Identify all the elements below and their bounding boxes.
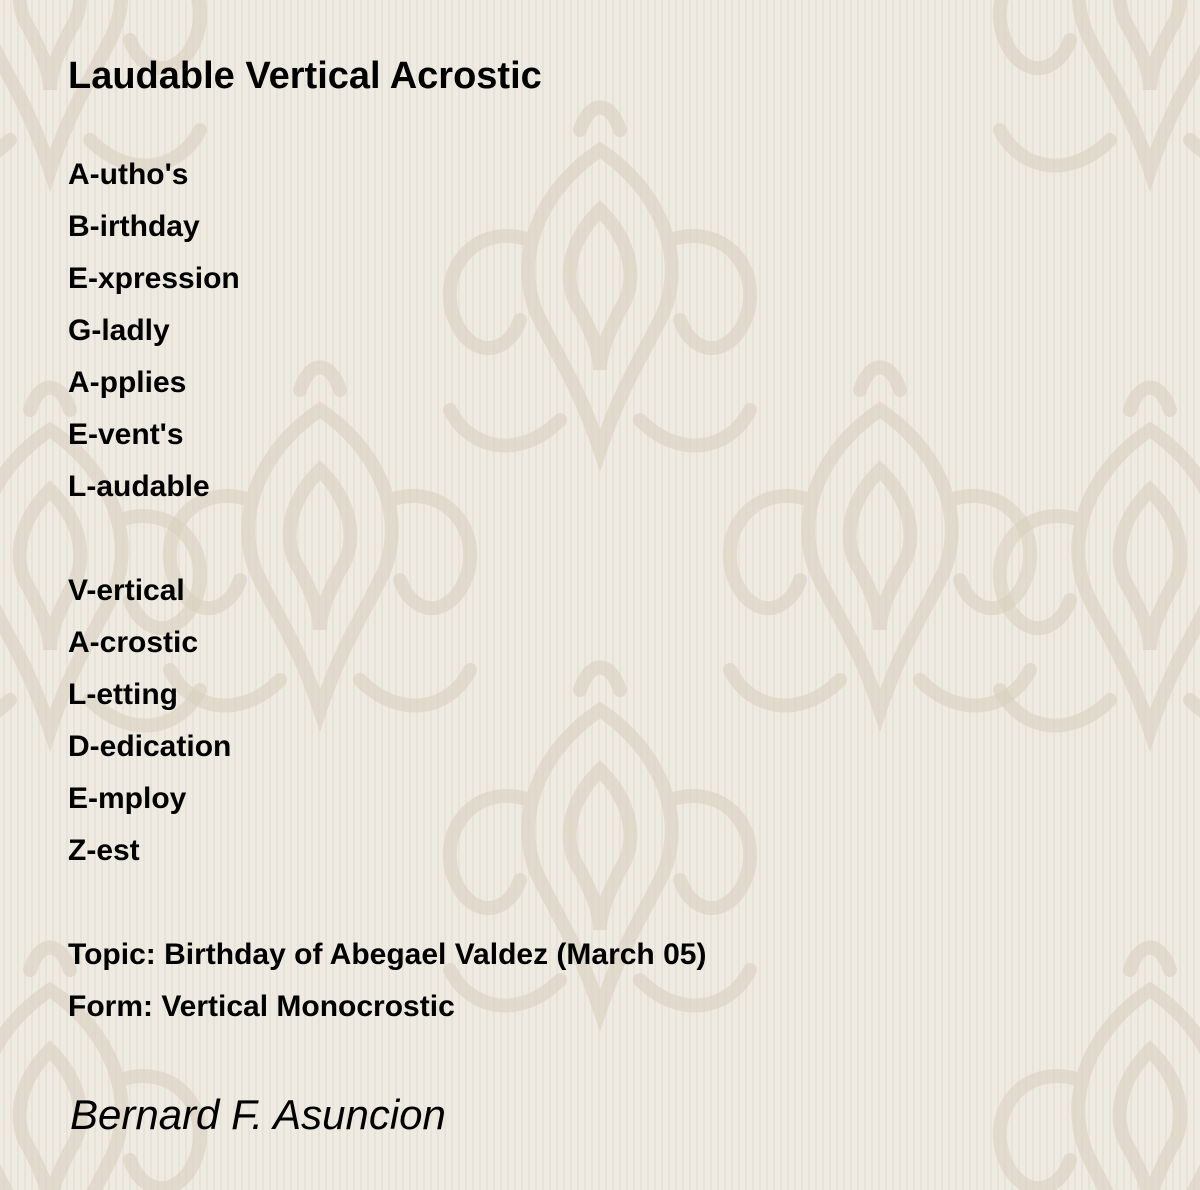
poem-meta [68,929,706,1033]
poem-title: Laudable Vertical Acrostic [68,55,542,97]
poem-line: B-irthday [68,210,200,243]
poem-line: L-audable [68,470,210,503]
poem-line: D-edication [68,730,232,763]
poem-form: Form: Vertical Monocrostic [68,990,455,1023]
poem-line: A-pplies [68,366,187,399]
poem-line: E-xpression [68,262,240,295]
poem-line: L-etting [68,678,178,711]
poem-line: E-vent's [68,418,184,451]
poem-line: A-utho's [68,158,189,191]
poem-line: V-ertical [68,574,185,607]
poem-line: A-crostic [68,626,199,659]
poem-topic: Topic: Birthday of Abegael Valdez (March 05) [68,938,707,971]
stanza-1 [68,149,240,513]
stanza-2 [68,565,231,877]
poem-author: Bernard F. Asuncion [70,1091,446,1138]
poem-line: Z-est [68,834,140,867]
poem-line: E-mploy [68,782,187,815]
poem-line: G-ladly [68,314,170,347]
